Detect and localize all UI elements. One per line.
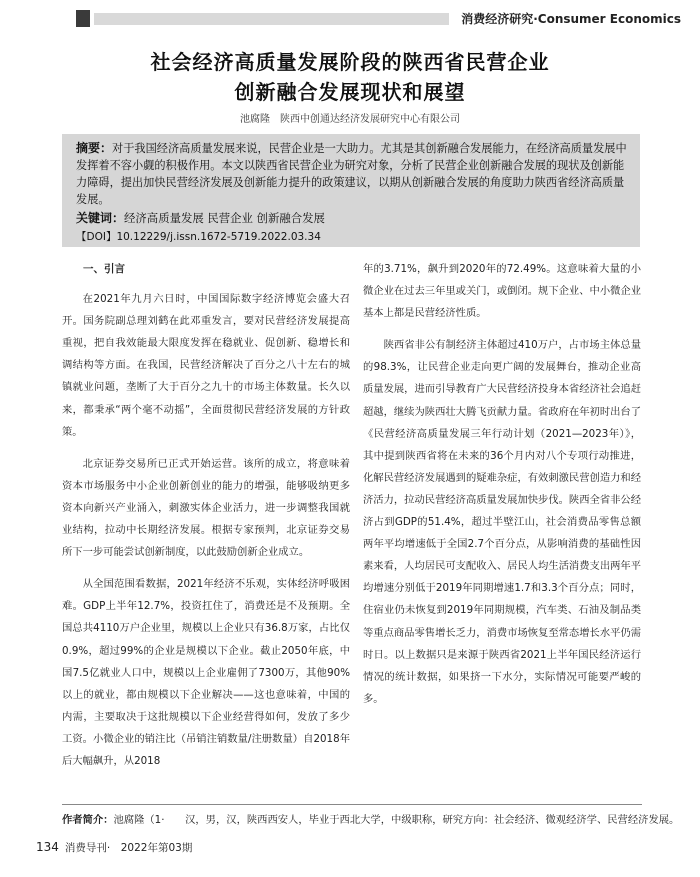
abstract-box — [62, 134, 640, 247]
journal-section-label: 消费经济研究·Consumer Economics — [461, 12, 681, 26]
keywords-label: 关键词： — [76, 211, 125, 225]
paragraph: 陕西省非公有制经济主体超过410万户，占市场主体总量的98.3%，让民营企业走向更广阔的发展舞台，推动企业高质量发展，进而引导教育广大民营经济投身本省经济社会追赶超越，继续为陕西壮大腾飞贡献力量。省政府在年初时出台了《民营经济高质量发展三年行动计划（2021—2023年）》，其中提到陕西省将在未来的36个月内对八个专项行动推进，化解民营经济发展遇到的疑难杂症，有效刺激民营创造力和经济活力，拉动民营经济高质量发展加快步伐。陕西全省非公经济占到GDP的51.4%，超过半壁江山，社会消费品零售总额两年平均增速低于全国2.7个百分点，从影响消费的基础性因素来看，人均居民可支配收入、居民人均生活消费支出两年平均增速分别低于2019年同期增速1.7和3.3个百分点；同时，住宿业仍未恢复到2019年同期规模，汽车类、石油及制品类等重点商品零售增长乏力，消费市场恢复至常态增长水平仍需时日。以上数据只是来源于陕西省2021上半年国民经济运行情况的统计数据，如果挤一下水分，实际情况可能要严峻的多。 — [363, 339, 642, 705]
paragraph: 从全国范围看数据，2021年经济不乐观，实体经济呼吸困难。GDP上半年12.7%，投资扛住了，消费还是不及预期。全国总共4110万户企业里，规模以上企业只有36.8万家，占比仅0.9%，超过99%的企业是规模以下企业。截止2050年底，中国7.5亿就业人口中，规模以上企业雇佣了7300万，其他90%以上的就业，都由规模以下企业解决——这也意味着，中国的内需，主要取决于这批规模以下企业经营得如何，发放了多少工资。小微企业的销注比（吊销注销数量/注册数量）自2018年后大幅飙升，从2018 — [62, 578, 350, 767]
article-title-line-1: 社会经济高质量发展阶段的陕西省民营企业 — [150, 50, 550, 74]
keywords — [76, 209, 325, 226]
author-bio — [62, 804, 680, 826]
doi: 【DOI】10.12229/j.issn.1672-5719.2022.03.34 — [76, 231, 321, 243]
body-column-right — [363, 258, 641, 710]
paragraph: 北京证券交易所已正式开始运营。该所的成立，将意味着资本市场服务中小企业创新创业的能力的增强，能够吸纳更多资本向新兴产业涌入，刺激实体企业活力，进一步调整我国就业结构，拉动中长期经济发展。根据专家预判，北京证券交易所下一步可能尝试创新制度，以此鼓励创新企业成立。 — [62, 457, 350, 559]
abstract — [76, 140, 632, 208]
paragraph: 在2021年九月六日时，中国国际数字经济博览会盛大召开。国务院副总理刘鹤在此邓重发言，要对民营经济发展提高重视，把自我效能最大限度发挥在稳就业、促创新、稳增长和调结构等方面。在我国，民营经济解决了百分之八十左右的城镇就业问题，垄断了大于百分之九十的市场主体数量。长久以来，都秉承“两个毫不动摇”，全面贯彻民营经济发展的方针政策。 — [62, 293, 350, 438]
author-bio-label: 作者简介： — [62, 814, 114, 826]
abstract-text: 对于我国经济高质量发展来说，民营企业是一大助力。尤其是其创新融合发展能力，在经济高质量发展中发挥着不容小觑的积极作用。本文以陕西省民营企业为研究对象，分析了民营企业创新融合发展的现状及创新能力障碍，提出加快民营经济发展及创新能力提升的政策建议，以期从创新融合发展的角度助力陕西省经济高质量发展。 — [76, 142, 627, 206]
header-block-decoration — [76, 10, 90, 27]
article-title-line-2: 创新融合发展现状和展望 — [234, 80, 466, 104]
body-column-left — [62, 258, 350, 772]
page-number: 134 — [36, 840, 59, 854]
page-footer — [36, 840, 192, 855]
author-bio-text: 池腐隆（1· 汉，男，汉，陕西西安人，毕业于西北大学，中级职称，研究方向：社会经济、微观经济学、民营经济发展。 — [113, 814, 680, 826]
paragraph: 年的3.71%，飙升到2020年的72.49%。这意味着大量的小微企业在过去三年里或关门，或倒闭。规下企业、中小微企业基本上都是民营经济性质。 — [363, 263, 642, 320]
section-heading-introduction: 一、引言 — [83, 263, 125, 275]
abstract-label: 摘要： — [76, 141, 113, 155]
journal-issue: 消费导刊· 2022年第03期 — [64, 842, 193, 854]
running-header — [76, 8, 681, 30]
author-affiliation: 池腐隆 陕西中创通达经济发展研究中心有限公司 — [240, 114, 460, 125]
header-rule-decoration — [94, 13, 449, 25]
keywords-text: 经济高质量发展 民营企业 创新融合发展 — [124, 211, 325, 225]
